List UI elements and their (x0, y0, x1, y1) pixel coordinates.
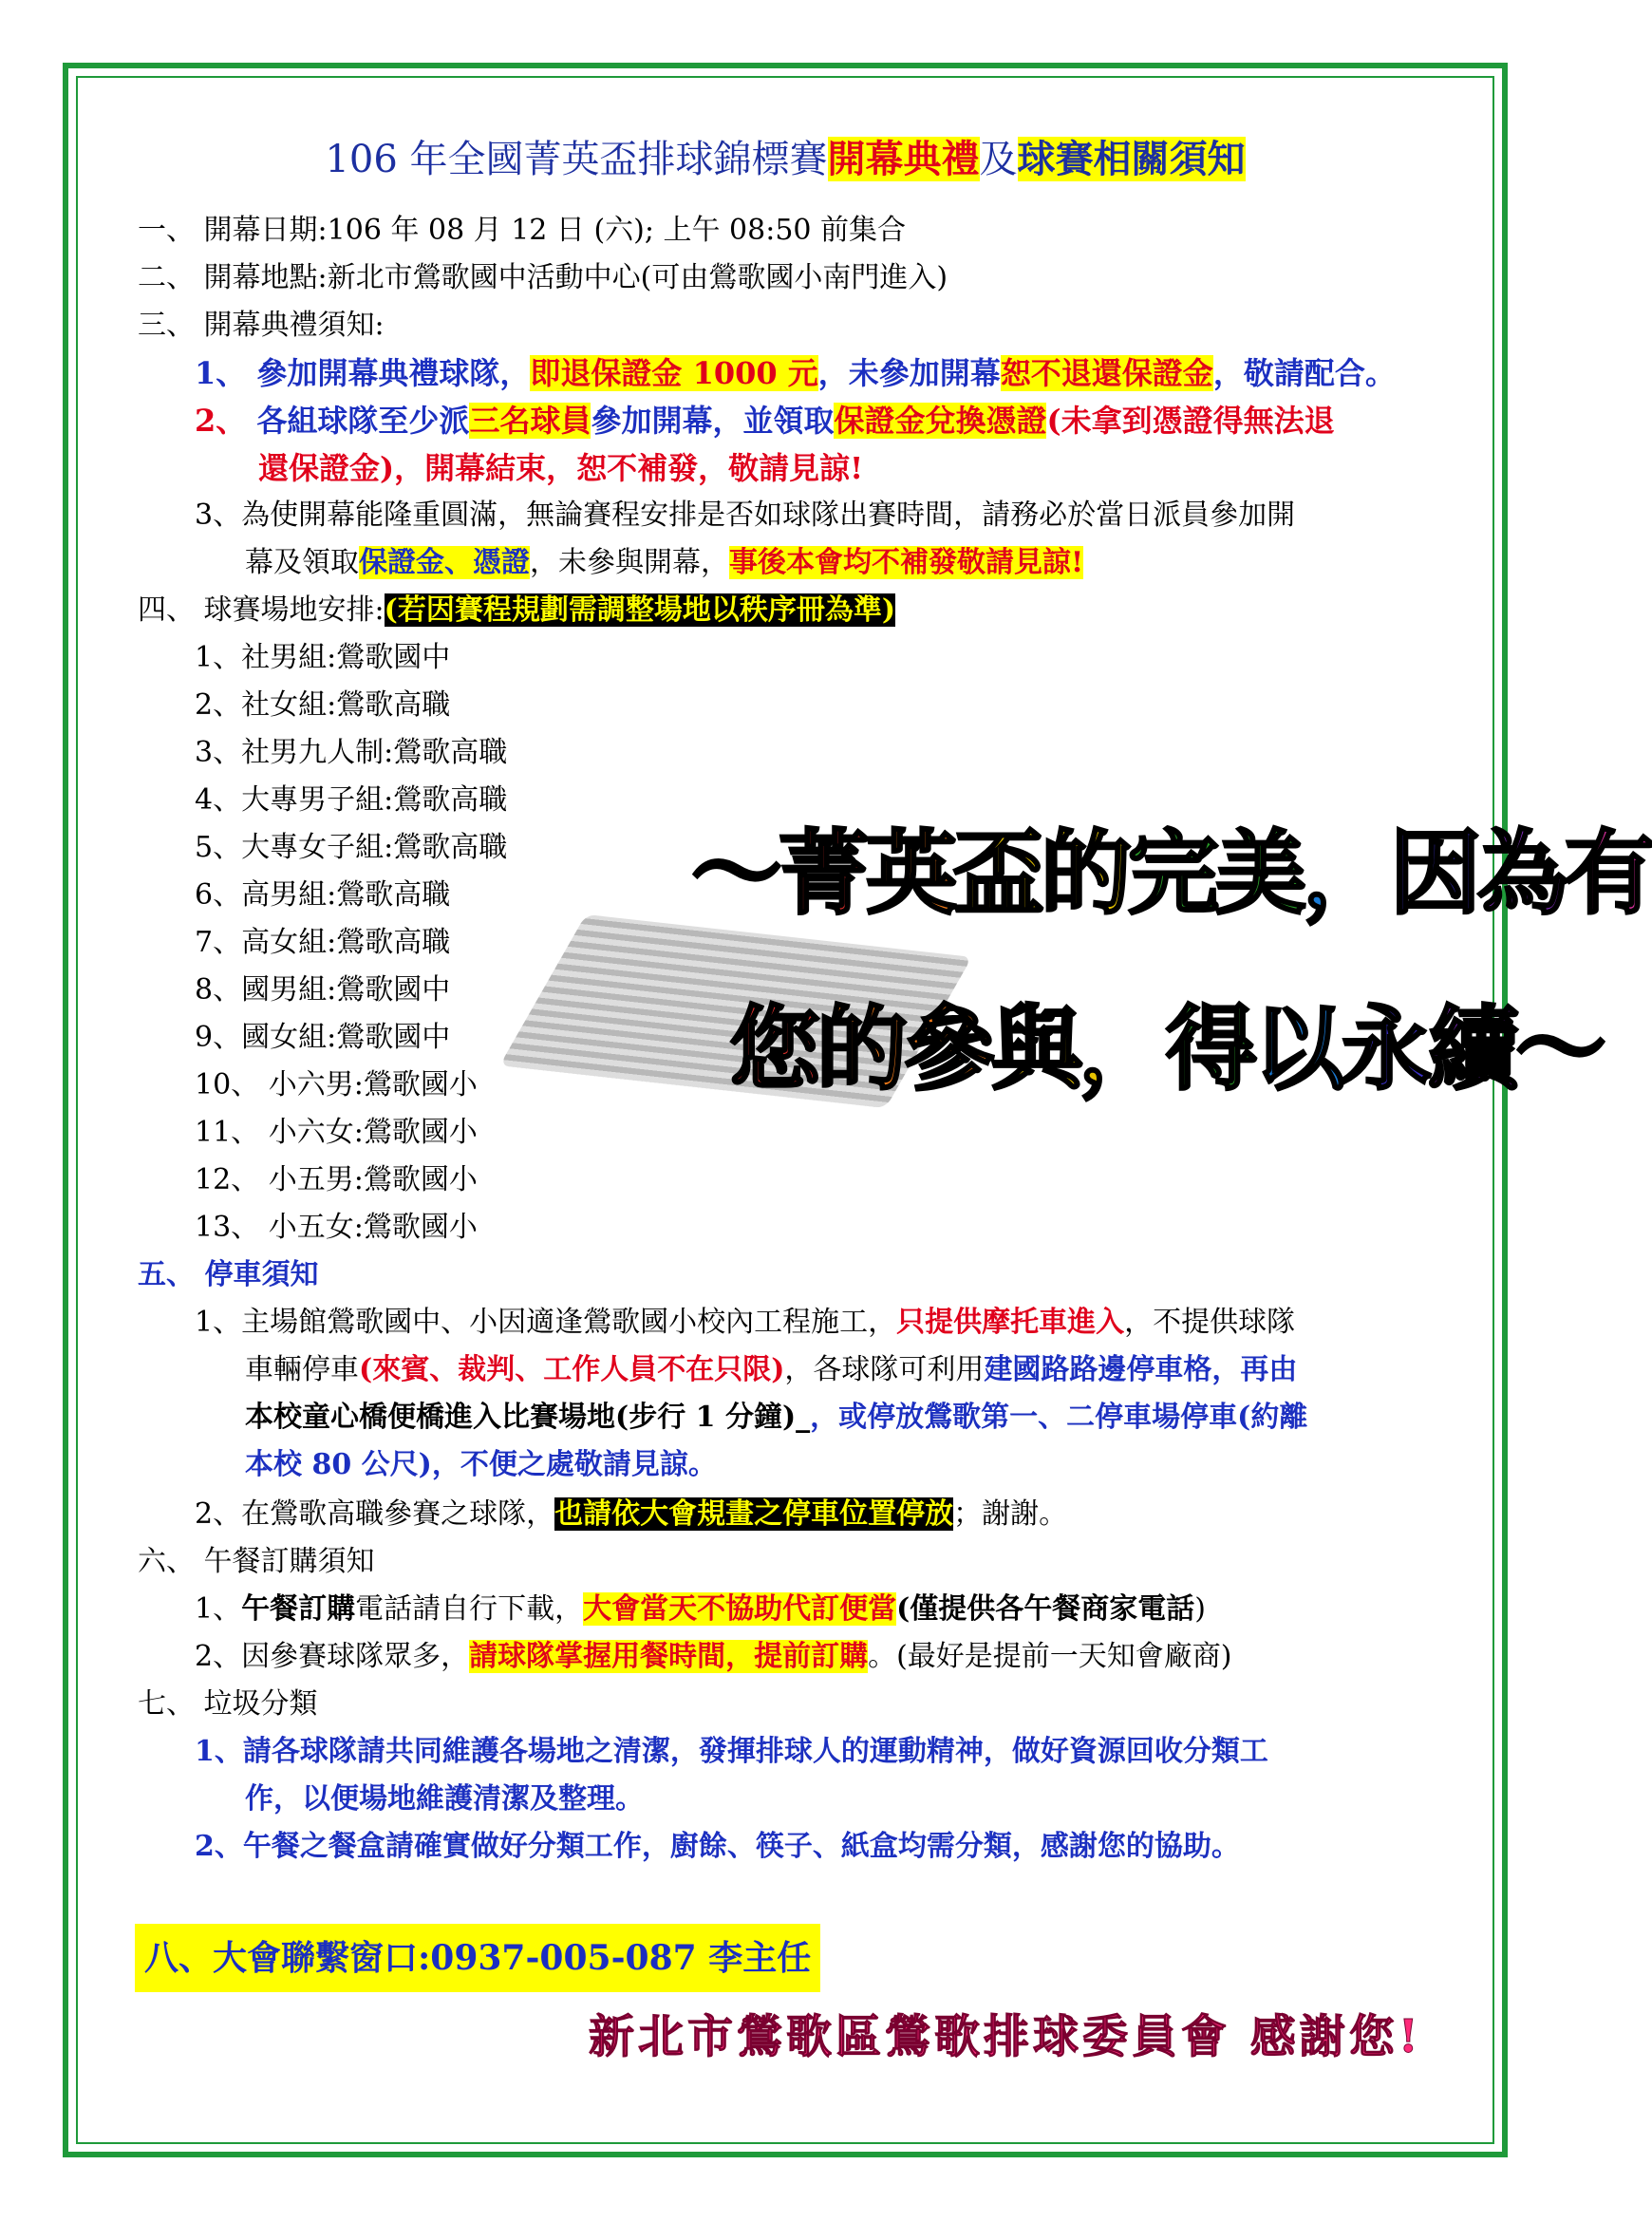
s6-p1b: 午餐訂購 (241, 1592, 356, 1626)
s6-p2b: 請球隊掌握用餐時間，提前訂購 (469, 1640, 869, 1673)
s3-2-c: (未拿到憑證得無法退 (1046, 403, 1335, 439)
title-part1: 106 年全國菁英盃排球錦標賽 (325, 138, 828, 181)
section-5-item-2 (195, 1495, 1067, 1534)
slogan-char: 英 (866, 820, 953, 927)
s4-label: 四、 球賽場地安排: (138, 593, 385, 627)
s6-p1d: 大會當天不協助代訂便當 (583, 1592, 897, 1626)
slogan-char: 的 (817, 996, 904, 1102)
section-3-item-3-cont (245, 543, 1083, 583)
s6-p1c: 電話請自行下載， (355, 1592, 584, 1626)
s3-1-num: 1、 參加開幕典禮球隊， (195, 355, 531, 391)
section-7-item-1-cont: 作，以便場地維護清潔及整理。 (245, 1782, 644, 1816)
s5-p2b: 也請依大會規畫之停車位置停放 (554, 1497, 954, 1531)
slogan-char: 因 (1390, 820, 1477, 927)
title-part3: 及 (979, 138, 1018, 181)
slogan-char: 您 (729, 996, 817, 1102)
s5-p1c: ，不提供球隊 (1124, 1306, 1296, 1339)
venue-item: 3、社男九人制:鶯歌高職 (195, 736, 508, 769)
s5-p1h: 本校童心橋便橋進入比賽場地(步行 1 分鐘)_ (245, 1401, 811, 1434)
s5-p1b: 只提供摩托車進入 (896, 1306, 1125, 1339)
slogan-line-1 (691, 821, 1652, 926)
venue-item: 2、社女組:鶯歌高職 (195, 688, 451, 722)
section-5-heading: 五、 停車須知 (138, 1258, 319, 1291)
venue-item: 1、社男組:鶯歌國中 (195, 641, 451, 674)
slogan-char: 以 (1253, 996, 1341, 1102)
slogan-char: 有 (1565, 820, 1652, 927)
slogan-char: ～ (1515, 996, 1603, 1102)
section-5-item-1-cont-1 (245, 1350, 1297, 1390)
slogan-char: 永 (1341, 996, 1428, 1102)
section-5-item-1 (195, 1303, 1295, 1343)
s5-p1e: (來賓、裁判、工作人員不在只限) (359, 1353, 785, 1386)
section-2-location: 二、 開幕地點:新北市鶯歌國中活動中心(可由鶯歌國小南門進入) (138, 261, 948, 294)
slogan-char: 美 (1215, 820, 1303, 927)
venue-item: 12、 小五男:鶯歌國小 (195, 1163, 478, 1196)
title-part2: 開幕典禮 (827, 137, 980, 181)
section-3-item-3: 3、為使開幕能隆重圓滿，無論賽程安排是否如球隊出賽時間，請務必於當日派員參加開 (195, 499, 1296, 532)
s5-p1g: 建國路路邊停車格，再由 (984, 1353, 1298, 1386)
section-3-item-1 (195, 353, 1396, 393)
s6-p1e: (僅提供各午餐商家電話 (896, 1592, 1195, 1626)
section-4-heading (138, 591, 895, 631)
s3-3-hl1: 保證金、憑證 (359, 546, 530, 579)
section-7-heading: 七、 垃圾分類 (138, 1687, 318, 1721)
s4-note: (若因賽程規劃需調整場地以秩序冊為準) (384, 593, 896, 627)
s6-p2c: 。(最好是提前一天知會廠商) (868, 1640, 1232, 1673)
section-6-item-1 (195, 1590, 1206, 1629)
s3-1-hl2: 恕不退還保證金 (1000, 355, 1213, 391)
venue-item: 13、 小五女:鶯歌國小 (195, 1211, 478, 1244)
title-part4: 球賽相關須知 (1017, 137, 1246, 181)
contact-window: 八、大會聯繫窗口:0937-005-087 李主任 (135, 1924, 820, 1992)
section-5-item-1-cont-2 (245, 1398, 1307, 1438)
venue-item: 5、大專女子組:鶯歌高職 (195, 831, 508, 864)
s3-2-hl1: 三名球員 (469, 403, 591, 439)
slogan-char: 得 (1166, 996, 1253, 1102)
s3-3-b: 幕及領取 (245, 546, 359, 579)
s5-p1i: ，或停放鶯歌第一、二停車場停車(約離 (810, 1401, 1308, 1434)
venue-item: 8、國男組:鶯歌國中 (195, 973, 451, 1007)
s3-2-b: 參加開幕，並領取 (591, 403, 835, 439)
slogan-char: ， (1079, 996, 1166, 1102)
venue-item: 9、國女組:鶯歌國中 (195, 1021, 451, 1054)
section-7-item-1: 1、請各球隊請共同維護各場地之清潔，發揮排球人的運動精神，做好資源回收分類工 (195, 1735, 1268, 1768)
slogan-char: ， (1303, 820, 1390, 927)
s3-3-hl2: 事後本會均不補發敬請見諒! (729, 546, 1084, 579)
slogan-char: 菁 (779, 820, 866, 927)
section-3-item-2-cont: 還保證金)，開幕結束，恕不補發，敬請見諒! (258, 450, 864, 486)
section-1-date: 一、 開幕日期:106 年 08 月 12 日 (六); 上午 08:50 前集合 (138, 214, 907, 247)
section-6-item-2 (195, 1637, 1232, 1677)
s3-3-c: ，未參與開幕， (530, 546, 729, 579)
section-7-item-2: 2、午餐之餐盒請確實做好分類工作，廚餘、筷子、紙盒均需分類，感謝您的協助。 (195, 1830, 1240, 1863)
s3-1-end: ，敬請配合。 (1212, 355, 1396, 391)
s5-p1a: 1、主場館鶯歌國中、小因適逢鶯歌國小校內工程施工， (195, 1306, 897, 1339)
slogan-char: 完 (1128, 820, 1215, 927)
s3-2-hl2: 保證金兌換憑證 (834, 403, 1047, 439)
venue-item: 7、高女組:鶯歌高職 (195, 926, 451, 959)
section-6-heading: 六、 午餐訂購須知 (138, 1545, 375, 1578)
s5-p2c: ；謝謝。 (953, 1497, 1068, 1531)
s6-p1a: 1、 (195, 1592, 242, 1626)
s3-2-a: 各組球隊至少派 (256, 403, 470, 439)
slogan-char: 參 (904, 996, 991, 1102)
venue-item: 4、大專男子組:鶯歌高職 (195, 783, 508, 817)
s3-1-hl1: 即退保證金 1000 元 (530, 355, 818, 391)
venue-item: 11、 小六女:鶯歌國小 (195, 1116, 478, 1149)
venue-item: 6、高男組:鶯歌高職 (195, 878, 451, 912)
slogan-char: 與 (991, 996, 1079, 1102)
slogan-char: 的 (1041, 820, 1128, 927)
slogan-char: 續 (1428, 996, 1515, 1102)
slogan-char: ～ (691, 820, 779, 927)
signature: 新北市鶯歌區鶯歌排球委員會 感謝您! (589, 2010, 1422, 2063)
s3-1-mid: ，未參加開幕 (817, 355, 1001, 391)
s5-p2a: 2、在鶯歌高職參賽之球隊， (195, 1497, 555, 1531)
slogan-char: 為 (1477, 820, 1565, 927)
slogan-line-2 (729, 997, 1603, 1101)
venue-item: 10、 小六男:鶯歌國小 (195, 1068, 478, 1101)
s3-2-num: 2、 (195, 403, 257, 439)
s5-p1d: 車輛停車 (245, 1353, 359, 1386)
s5-p1f: ，各球隊可利用 (784, 1353, 985, 1386)
page-title (0, 133, 1570, 186)
section-5-item-1-cont-3: 本校 80 公尺)，不便之處敬請見諒。 (245, 1448, 717, 1481)
section-3-heading: 三、 開幕典禮須知: (138, 309, 385, 342)
s6-p1f: ) (1194, 1592, 1207, 1626)
s6-p2a: 2、因參賽球隊眾多， (195, 1640, 470, 1673)
section-3-item-2 (195, 401, 1335, 441)
slogan-char: 盃 (953, 820, 1041, 927)
